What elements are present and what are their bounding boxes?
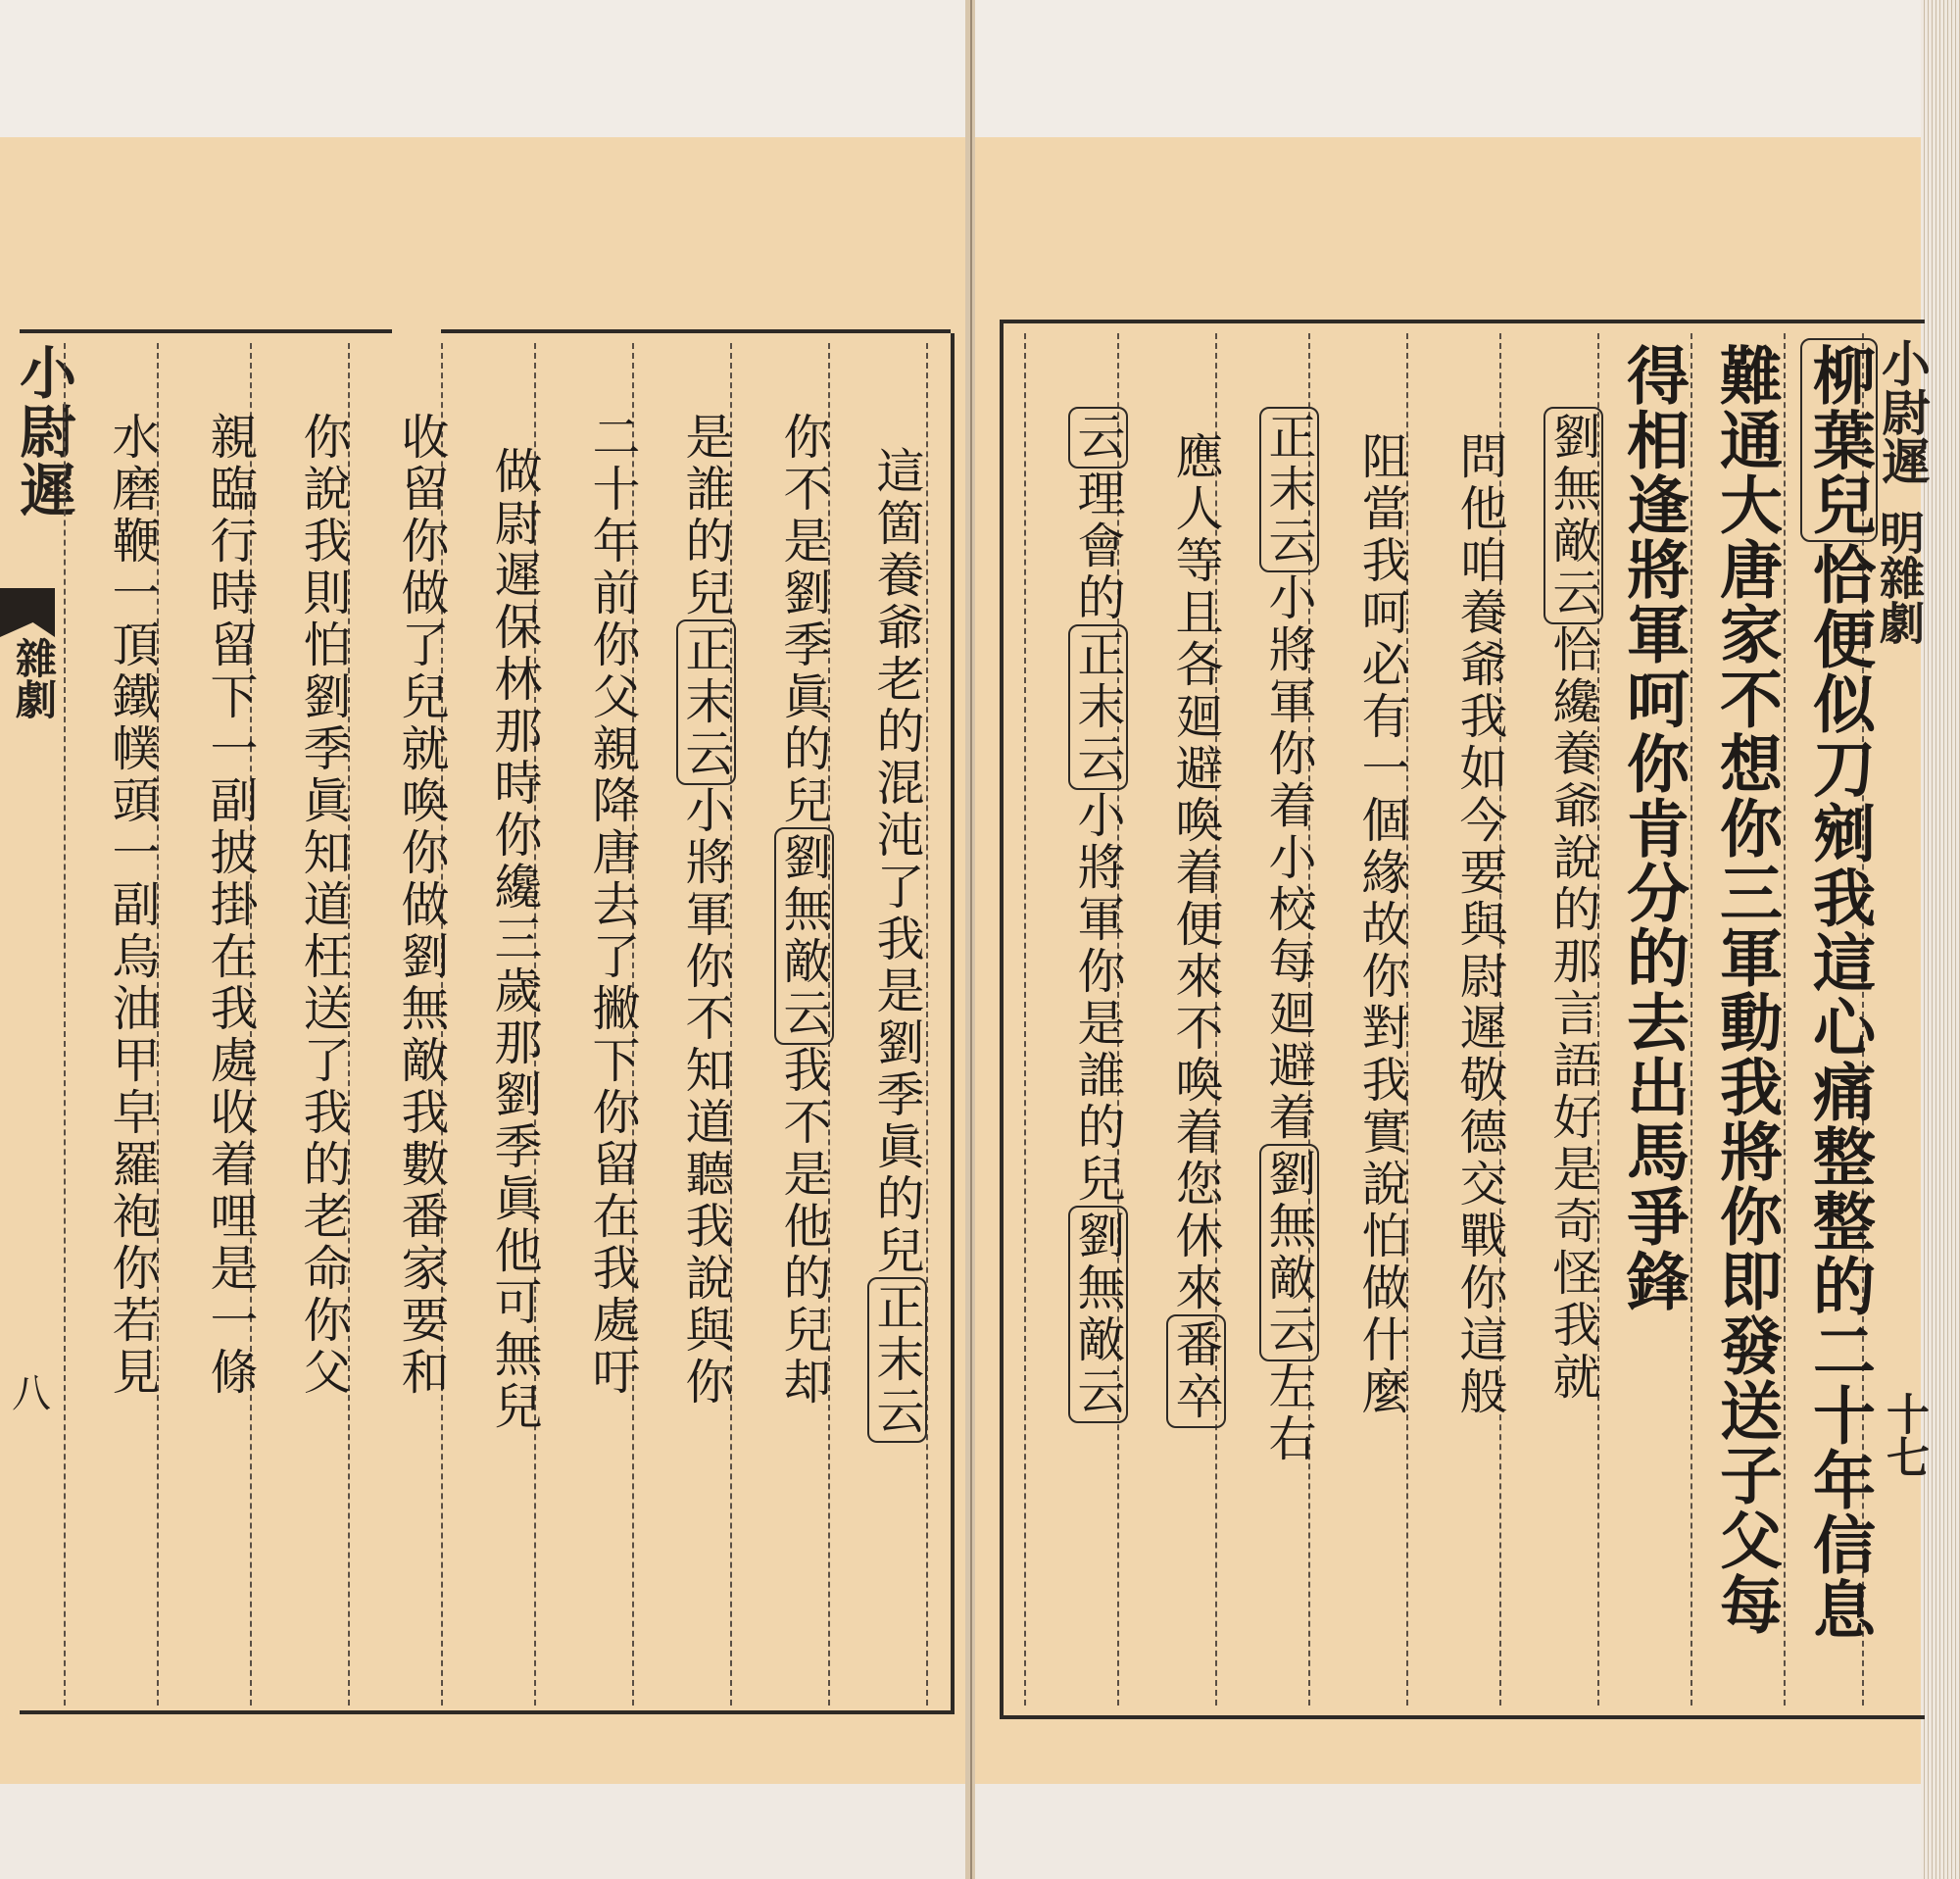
speaker-tag: 云 [1068,407,1128,469]
text-run: 二十年前你父親降唐去了撇下你留在我處吁 [585,412,641,1399]
frame-top-segment [20,329,392,333]
fold-subtitle: 明雜劇 [1873,510,1926,645]
text-run: 這箇養爺老的混沌了我是劉季眞的兒 [869,446,925,1277]
speaker-tag: 劉無敵云 [1259,1144,1319,1361]
speaker-tag: 劉無敵云 [774,827,834,1045]
text-run: 問他咱養爺我如今要與尉遲敬德交戰你這般 [1452,431,1508,1418]
text-run: 是誰的兒 [678,412,734,619]
frame-top-segment [441,329,951,333]
page-edges [1921,0,1960,1879]
text-run: 你不是劉季眞的兒 [776,412,832,827]
verse-text: 恰便似刀剜我這心痛整整的二十年信息 [1802,542,1876,1642]
text-column [1063,407,1132,1423]
fold-title: 小尉遲 [1874,338,1932,485]
text-run: 親臨行時留下一副披掛在我處收着哩是一條 [203,412,259,1399]
speaker-tag: 劉無敵云 [1068,1206,1128,1423]
column-rule [64,343,66,1706]
text-run: 左右 [1261,1361,1317,1465]
text-column [671,412,740,1409]
text-run: 水磨鞭一頂鐵幞頭一副烏油甲皁羅袍你若見 [105,412,161,1399]
text-column [387,412,456,1399]
text-run: 小將軍你着小校每廻避着 [1261,572,1317,1144]
text-run: 小將軍你是誰的兒 [1070,790,1126,1206]
verse-column [1793,338,1884,1642]
speaker-tag: 番卒 [1166,1314,1226,1428]
text-column [578,412,647,1399]
text-column [289,412,358,1399]
text-column [1161,431,1230,1428]
speaker-tag: 正末云 [676,619,736,785]
text-column [480,446,549,1433]
spine-title: 小尉遲 [10,343,76,519]
text-run: 阻當我呵必有一個緣故你對我實說怕做什麼 [1354,431,1410,1418]
folio-number: 十七 [1879,1392,1929,1478]
text-run: 應人等且各廻避喚着便來不喚着您休來 [1168,431,1224,1314]
tune-title: 柳葉兒 [1800,338,1878,542]
text-run: 理會的 [1070,469,1126,624]
text-column [98,412,167,1399]
text-run: 我不是他的兒却 [776,1045,832,1409]
text-column [1446,431,1514,1418]
top-margin [0,0,1921,137]
text-column [1254,407,1323,1465]
text-column [196,412,265,1399]
text-column [862,446,931,1443]
text-run: 你說我則怕劉季眞知道枉送了我的老命你父 [296,412,352,1399]
column-rule [1024,333,1026,1706]
verse-column [1700,343,1790,1637]
spine-page-number: 八 [12,1371,51,1416]
speaker-tag: 正末云 [1068,624,1128,790]
gutter-line [970,0,972,1879]
verse-text: 難通大唐家不想你三軍動我將你即發送子父每 [1709,343,1783,1637]
text-column [1539,407,1607,1404]
speaker-tag: 正末云 [867,1277,927,1443]
spine-subtitle: 雜劇 [10,637,58,719]
bottom-margin [0,1784,1921,1879]
text-run: 恰纔養爺說的那言語好是奇怪我就 [1545,624,1601,1404]
text-column [1348,431,1416,1418]
text-run: 收留你做了兒就喚你做劉無敵我數番家要和 [394,412,450,1399]
text-run: 小將軍你不知道聽我說與你 [678,785,734,1409]
speaker-tag: 劉無敵云 [1544,407,1603,624]
verse-text: 得相逢將軍呵你肯分的去出馬爭鋒 [1616,343,1690,1313]
speaker-tag: 正末云 [1259,407,1319,572]
text-run: 做尉遲保林那時你纔三歲那劉季眞他可無兒 [487,446,543,1433]
verse-column [1607,343,1697,1313]
text-column [769,412,838,1409]
